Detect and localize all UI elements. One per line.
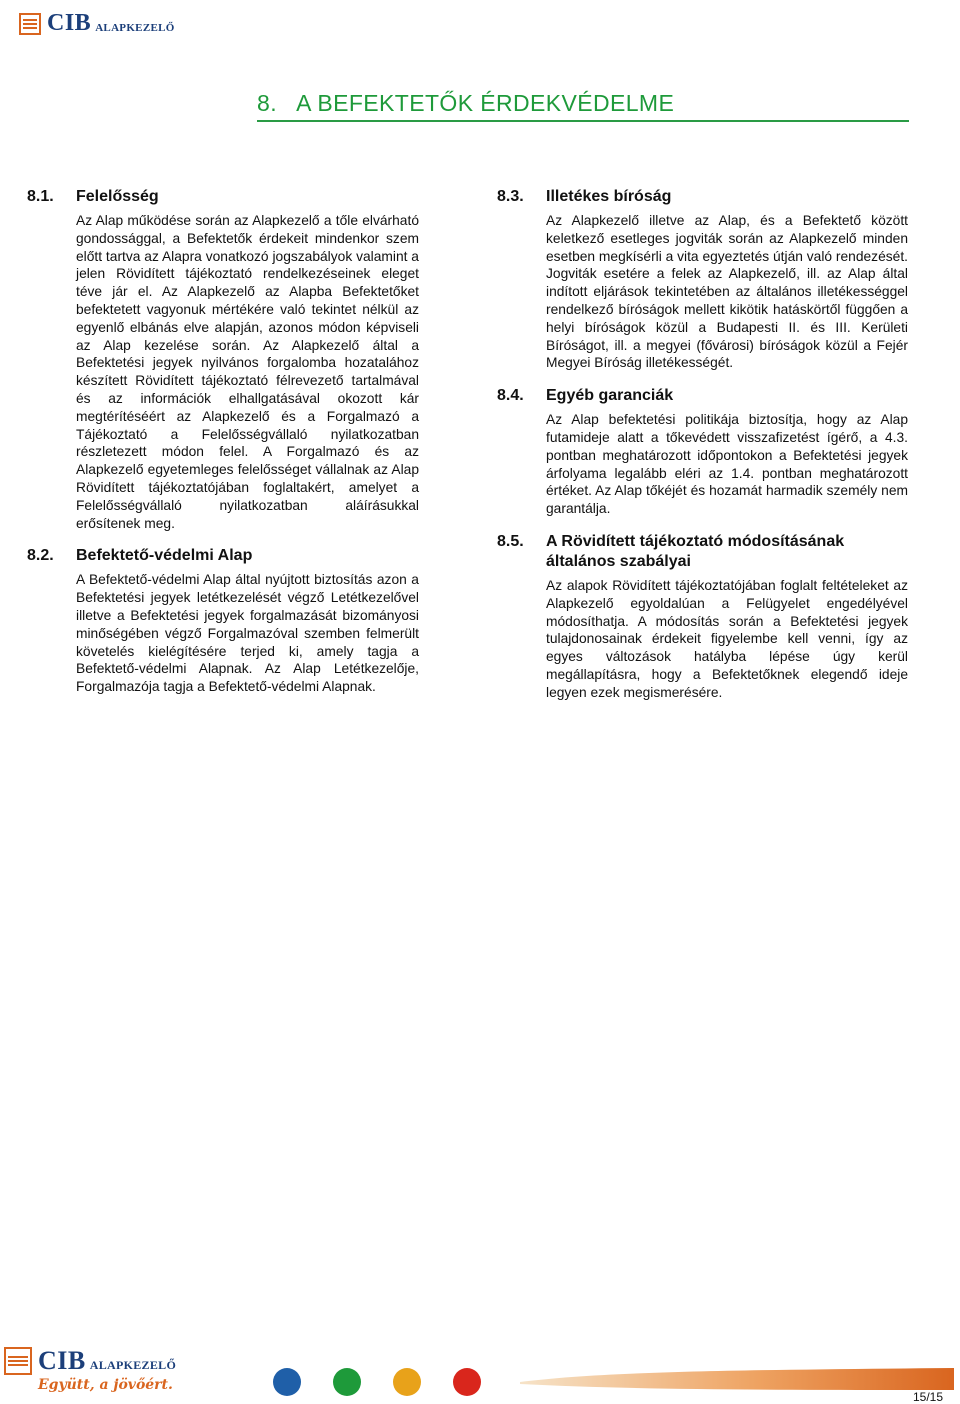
red-dot-icon — [453, 1368, 481, 1396]
footer-slogan: Együtt, a jövőért. — [38, 1377, 173, 1393]
footer-swoosh-icon — [520, 1368, 954, 1392]
section-other-guarantees — [497, 386, 908, 518]
yellow-dot-icon — [393, 1368, 421, 1396]
section-body: Az Alapkezelő illetve az Alap, és a Befektető között keletkező esetleges jogviták során az Alapkezelő minden esetben megkísérli a vita egyeztetés útján való rendezését. Jogviták esetére a felek az Alapkezelő, ill. az Alap által indított eljárások tekintetében az általános illetékességgel rendelkező bíróságok mellett kikötik hatáskörtől függően a helyi bíróságok közül a Budapesti II. és III. Kerületi Bíróságot, ill. a megyei (fővárosi) bíróságok közül a Fejér Megyei Bíróság illetékességét. — [546, 213, 908, 371]
section-heading — [27, 187, 419, 207]
cib-logo-mark-icon — [4, 1347, 32, 1375]
section-jurisdiction — [497, 187, 908, 372]
section-body: A Befektető-védelmi Alap által nyújtott biztosítás azon a Befektetési jegyek letétkezelését végző Letétkezelővel illetve a Befektetési jegyek forgalmazását bizományosi minőségében végző Forgalmazóval szemben felmerült követelés kielégítésére terjed ki, amely tagja a Befektető-védelmi Alapnak. Az Alap Letétkezelője, Forgalmazója tagja a Befektető-védelmi Alapnak. — [76, 572, 419, 695]
footer-logo — [4, 1346, 176, 1376]
section-title: Befektető-védelmi Alap — [76, 547, 253, 565]
section-title: Illetékes bíróság — [546, 188, 672, 205]
section-body: Az Alap működése során az Alapkezelő a tőle elvárható gondossággal, a Befektetők érdekeit mindenkor szem előtt tartva az Alapra vonatkozó jogszabályok valamint a jelen Rövidített tájékoztató rendelkezéseinek eleget téve jár el. Az Alapkezelő az Alapba Befektetőket befektetett vagyonuk mértékére való tekintet nélkül az egyenlő elbánás elve alapján, azonos módon képviseli az Alap kezelése során. Az Alapkezelő által a Befektetési jegyek nyilvános forgalomba hozatalához készített Rövidített tájékoztató félrevezető tartalmával és az információk elhallgatásával okozott kár megtérítéséért az Alapkezelő és a Forgalmazó a Tájékoztató a Felelősségvállaló nyilatkozatban részletezett módon felel. A Forgalmazó és az Alapkezelő egyetemleges felelősséget vállalnak az Alap Rövidített tájékoztatójában foglaltakért, amelyet a Felelősségvállaló nyilatkozatban aláírásukkal erősítenek meg. — [76, 213, 419, 531]
section-investor-protection-fund — [27, 546, 419, 696]
section-body: Az alapok Rövidített tájékoztatójában foglalt feltételeket az Alapkezelő egyoldalúan a Felügyelet engedélyével módosíthatja. A módosítás során a Befektetési jegyek tulajdonosainak érdekeit figyelembe kell venni, így az egyes változások hatályba lépése úgy kerül megállapításra, hogy a Befektetőknek elegendő ideje legyen ezek megismerésére. — [546, 577, 908, 700]
section-heading — [27, 546, 419, 566]
section-body: Az Alap befektetési politikája biztosítja, hogy az Alap futamideje alatt a tőkevédett visszafizetést ígérő, a 4.3. pontban meghatározott időpontokon a Befektetési jegyek árfolyama legalább eléri az 1.4. pontban meghatározott értéket. Az Alap tőkéjét és hozamát harmadik személy nem garantálja. — [546, 412, 908, 517]
page-number: 15/15 — [913, 1390, 944, 1404]
logo-subtitle: ALAPKEZELŐ — [95, 21, 175, 34]
section-title: Felelősség — [76, 188, 159, 205]
section-responsibility — [27, 187, 419, 532]
green-dot-icon — [333, 1368, 361, 1396]
footer-logo-subtitle: ALAPKEZELŐ — [89, 1358, 177, 1372]
cib-logo-mark-icon — [19, 13, 41, 35]
section-title: Egyéb garanciák — [546, 387, 674, 405]
section-heading — [497, 532, 908, 572]
section-heading — [497, 187, 908, 207]
section-heading — [497, 386, 908, 406]
section-number: 8.4. — [497, 387, 524, 405]
section-amendment-rules — [497, 532, 908, 702]
section-number: 8.1. — [27, 188, 54, 205]
chapter-number: 8. — [257, 90, 277, 116]
chapter-heading — [257, 90, 909, 122]
right-column — [497, 187, 908, 716]
blue-dot-icon — [273, 1368, 301, 1396]
section-number: 8.3. — [497, 188, 524, 205]
logo-name: CIB — [47, 10, 92, 36]
footer-logo-name: CIB — [38, 1346, 86, 1375]
cib-logo — [19, 10, 175, 37]
section-number: 8.2. — [27, 547, 54, 565]
section-title: A Rövidített tájékoztató módosításának általános szabályai — [546, 532, 845, 570]
left-column — [27, 187, 419, 710]
section-number: 8.5. — [497, 532, 524, 550]
chapter-title: A BEFEKTETŐK ÉRDEKVÉDELME — [296, 90, 675, 116]
